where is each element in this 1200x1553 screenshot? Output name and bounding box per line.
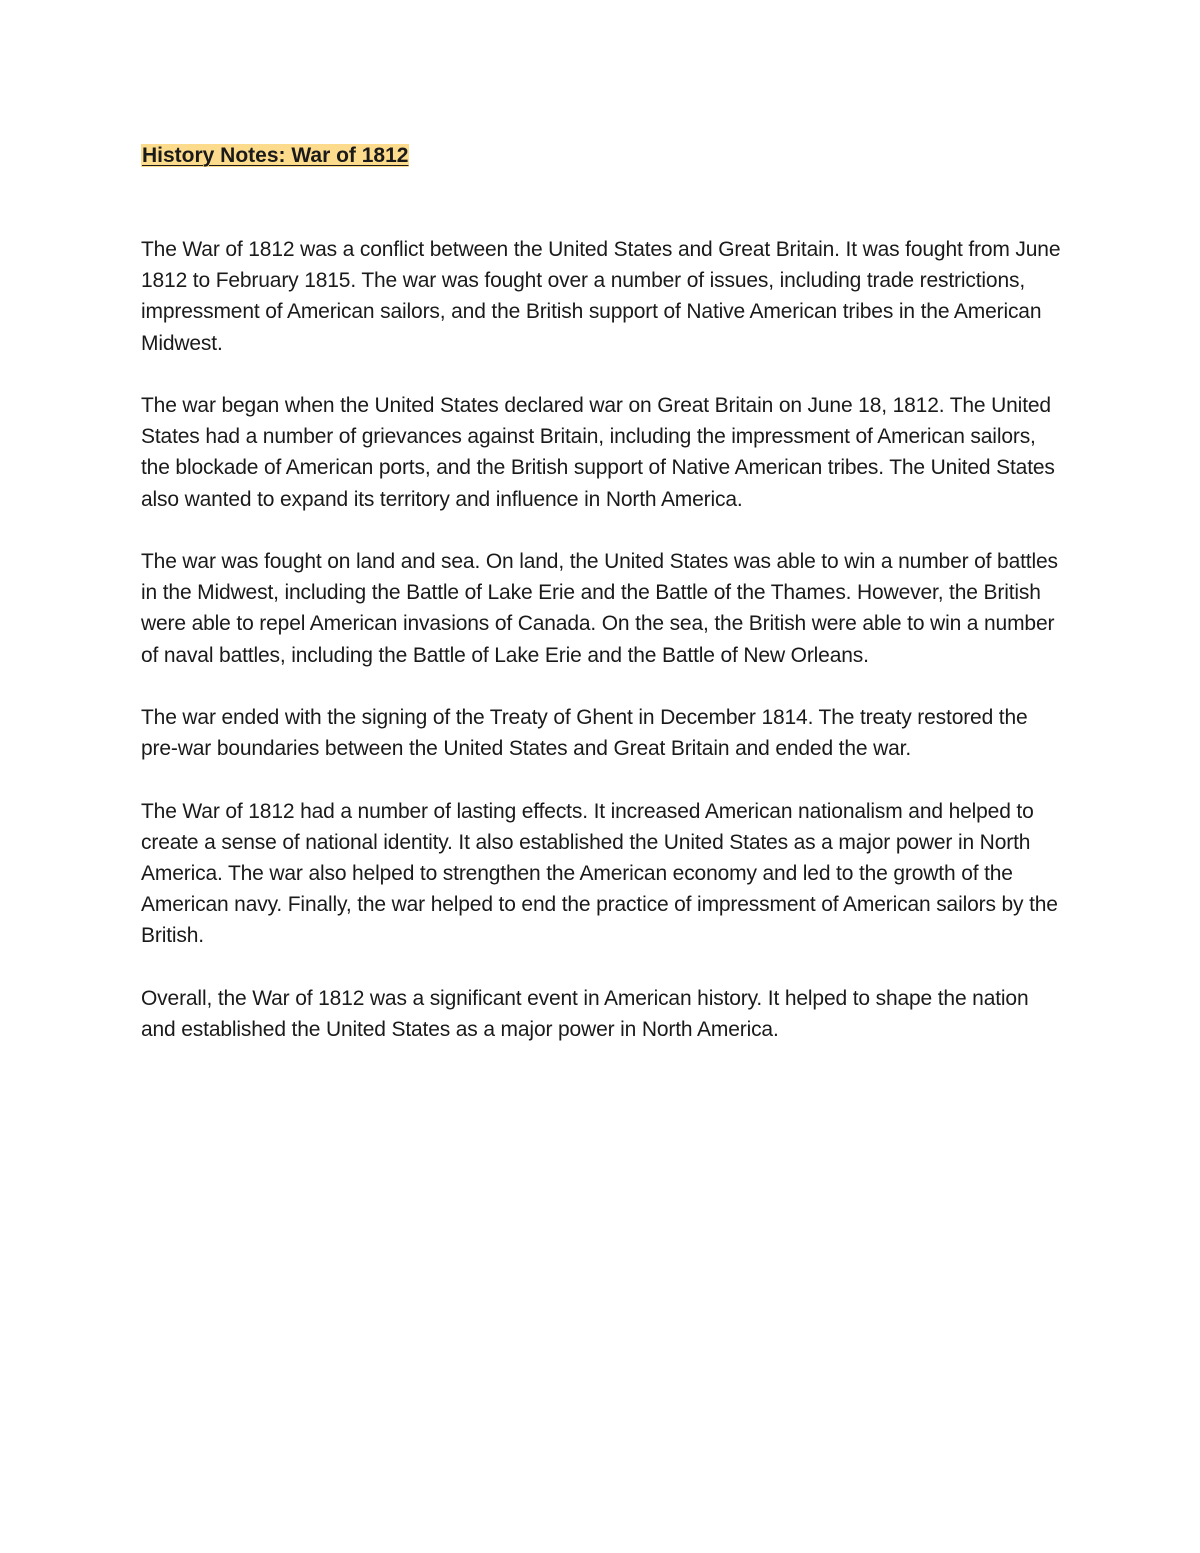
paragraph: Overall, the War of 1812 was a significant event in American history. It helped to shape the nation and established the United States as a major power in North America. xyxy=(141,986,1029,1041)
paragraph: The war ended with the signing of the Treaty of Ghent in December 1814. The treaty restored the pre-war boundaries between the United States and Great Britain and ended the war. xyxy=(141,706,1028,761)
document-body xyxy=(141,234,1066,1045)
paragraph: The War of 1812 was a conflict between the United States and Great Britain. It was fought from June 1812 to February 1815. The war was fought over a number of issues, including trade restrictions, impressment of American sailors, and the British support of Native American tribes in the American Midwest. xyxy=(141,238,1061,355)
paragraph: The War of 1812 had a number of lasting effects. It increased American nationalism and helped to create a sense of national identity. It also established the United States as a major power in North America. The war also helped to strengthen the American economy and led to the growth of the American navy. Finally, the war helped to end the practice of impressment of American sailors by the British. xyxy=(141,799,1058,948)
paragraph: The war began when the United States declared war on Great Britain on June 18, 1812. The United States had a number of grievances against Britain, including the impressment of American sailors, the blockade of American ports, and the British support of Native American tribes. The United States also wanted to expand its territory and influence in North America. xyxy=(141,394,1055,511)
paragraph: The war was fought on land and sea. On land, the United States was able to win a number of battles in the Midwest, including the Battle of Lake Erie and the Battle of the Thames. However, the British were able to repel American invasions of Canada. On the sea, the British were able to win a number of naval battles, including the Battle of Lake Erie and the Battle of New Orleans. xyxy=(141,550,1058,667)
document-title: History Notes: War of 1812 xyxy=(142,144,409,167)
title-line xyxy=(141,140,1066,172)
document-content xyxy=(141,140,1066,1076)
